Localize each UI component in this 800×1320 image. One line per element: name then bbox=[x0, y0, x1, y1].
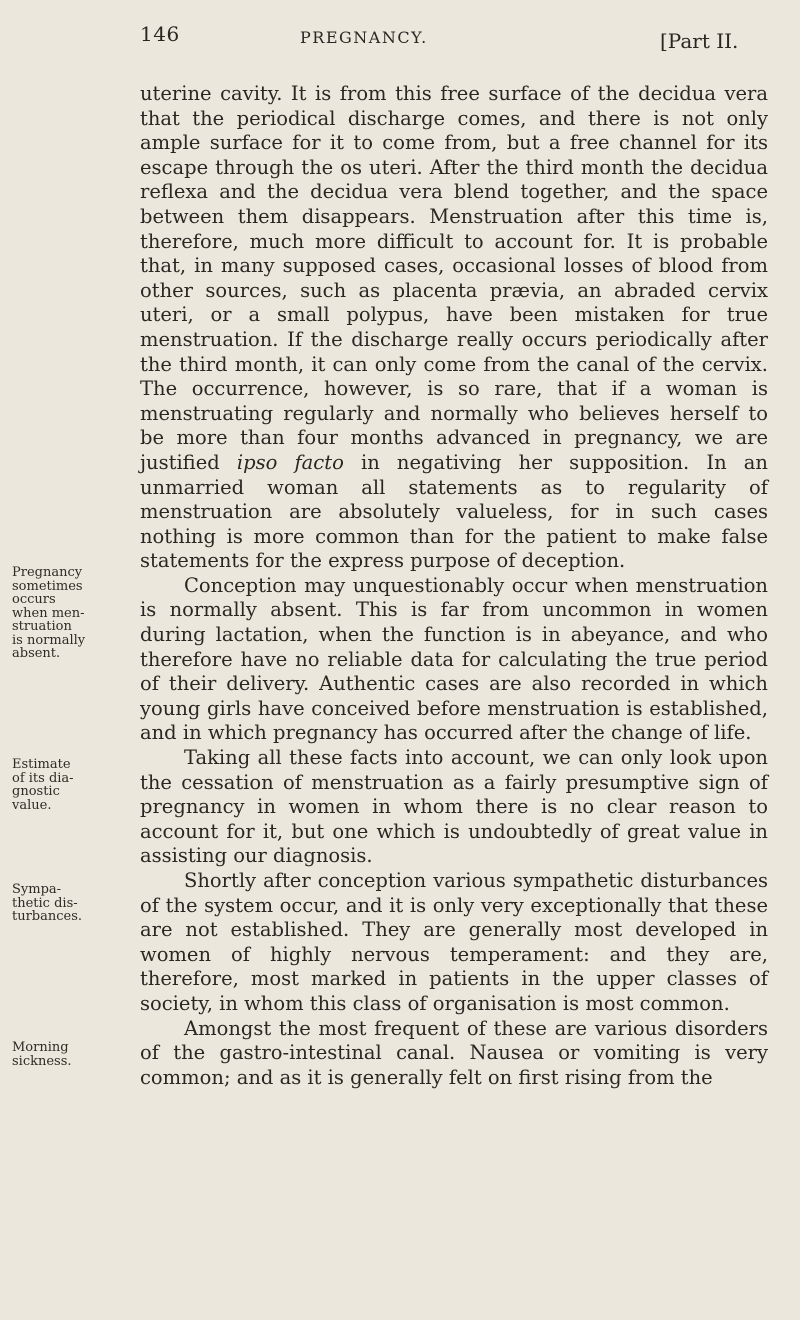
page-header bbox=[0, 20, 800, 60]
running-head: PREGNANCY. bbox=[300, 28, 428, 47]
sidenote-morning-sickness: Morning sickness. bbox=[12, 1040, 72, 1069]
paragraph-5: Amongst the most frequent of these are various disorders of the gastro-intestinal canal. Nausea or vomiting is very common; and as it is generally felt on first rising from the bbox=[140, 1016, 768, 1089]
paragraph-4: Shortly after conception various sympathetic disturbances of the system occur, and it is only very exceptionally that these are not established. They are generally most developed in women of highly nervous temperament: and they are, therefore, most marked in patients in the upper classes of society, in whom this class of organisation is most common. bbox=[140, 869, 768, 1015]
sidenote-pregnancy-without-menstruation: Pregnancy sometimes occurs when men- struation is normally absent. bbox=[12, 565, 86, 661]
sidenote-sympathetic-disturbances: Sympa- thetic dis- turbances. bbox=[12, 882, 83, 924]
page-number: 146 bbox=[140, 22, 180, 46]
part-label: [Part II. bbox=[660, 29, 739, 53]
paragraph-1: uterine cavity. It is from this free surface of the decidua vera that the periodical discharge comes, and there is not only ample surface for it to come from, but a free channel for its escape through the os uteri. After the third month the decidua reflexa and the decidua vera blend together, and the space between them disappears. Menstruation after this time is, therefore, much more difficult to account for. It is probable that, in many supposed cases, occasional losses of blood from other sources, such as placenta prævia, an abraded cervix uteri, or a small polypus, have been mistaken for true menstruation. If the discharge really occurs periodically after the third month, it can only come from the canal of the cervix. The occurrence, however, is so rare, that if a woman is menstruating regularly and normally who believes herself to be more than four months advanced in pregnancy, we are justified ipso facto in negativing her supposition. In an unmarried woman all statements as to regularity of menstruation are absolutely valueless, for in such cases nothing is more common than for the patient to make false statements for the express purpose of deception. bbox=[140, 82, 768, 573]
italic-phrase: ipso facto bbox=[236, 450, 344, 474]
paragraph-3: Taking all these facts into account, we can only look upon the cessation of menstruation as a fairly presumptive sign of pregnancy in women in whom there is no clear reason to account for it, but one which is undoubtedly of great value in assisting our diagnosis. bbox=[140, 746, 768, 868]
sidenote-diagnostic-value: Estimate of its dia- gnostic value. bbox=[12, 757, 74, 813]
paragraph-2: Conception may unquestionably occur when menstruation is normally absent. This is far from uncommon in women during lactation, when the function is in abeyance, and who therefore have no reliable data for calculating the true period of their delivery. Authentic cases are also recorded in which young girls have conceived before menstruation is established, and in which pregnancy has occurred after the change of life. bbox=[140, 573, 768, 745]
body-text bbox=[140, 82, 768, 1090]
